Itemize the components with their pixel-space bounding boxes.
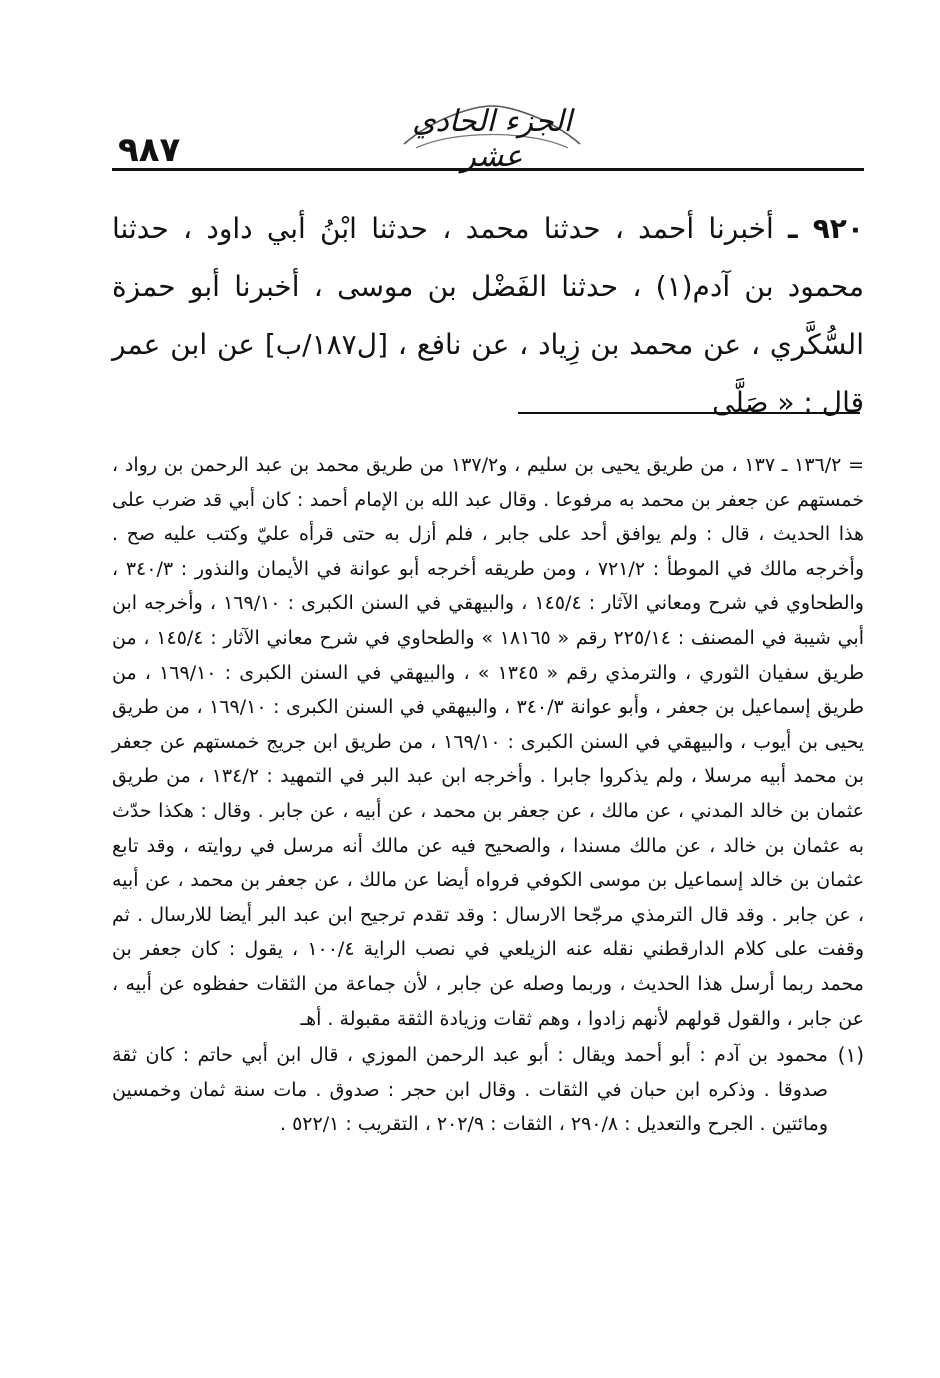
hadith-paragraph <box>112 200 864 432</box>
footnote-1-text: محمود بن آدم : أبو أحمد ويقال : أبو عبد الرحمن الموزي ، قال ابن أبي حاتم : كان ثقة صدوقا . وذكره ابن حبان في الثقات . وقال ابن حجر : صدوق . مات سنة ثمان وخمسين ومائتين . الجرح والتعديل : ٢٩٠/٨ ، الثقات : ٢٠٢/٩ ، التقريب : ٥٢٢/١ . <box>112 1044 828 1136</box>
footnotes-section <box>112 448 864 1142</box>
footnote-separator <box>518 412 860 414</box>
hadith-body: أخبرنا أحمد ، حدثنا محمد ، حدثنا ابْنُ أبي داود ، حدثنا محمود بن آدم(١) ، حدثنا الفَضْل بن موسى ، أخبرنا أبو حمزة السُّكَّري ، عن محمد بن زِياد ، عن نافع ، [ل١٨٧/ب] عن ابن عمر قال : « صَلَّى <box>112 212 864 419</box>
header-rule <box>112 168 864 171</box>
footnote-1-marker: (١) <box>837 1043 864 1068</box>
page-header <box>112 96 864 176</box>
footnote-1 <box>112 1038 864 1142</box>
hadith-text-block <box>112 200 864 432</box>
footnote-continuation: = ١٣٦/٢ ـ ١٣٧ ، من طريق يحيى بن سليم ، و١٣٧/٢ من طريق محمد بن عبد الرحمن بن رواد ، خمستهم عن جعفر بن محمد به مرفوعا . وقال عبد الله بن الإمام أحمد : كان أبي قد ضرب على هذا الحديث ، قال : ولم يوافق أحد على جابر ، فلم أزل به حتى قرأه عليّ وكتب عليه صح . وأخرجه مالك في الموطأ : ٧٢١/٢ ، ومن طريقه أخرجه أبو عوانة في الأيمان والنذور : ٣٤٠/٣ ، والطحاوي في شرح ومعاني الآثار : ١٤٥/٤ ، والبيهقي في السنن الكبرى : ١٦٩/١٠ ، وأخرجه ابن أبي شيبة في المصنف : ٢٢٥/١٤ رقم « ١٨١٦٥ » والطحاوي في شرح معاني الآثار : ١٤٥/٤ ، من طريق سفيان الثوري ، والترمذي رقم « ١٣٤٥ » ، والبيهقي في السنن الكبرى : ١٦٩/١٠ ، من طريق إسماعيل بن جعفر ، وأبو عوانة ٣٤٠/٣ ، والبيهقي في السنن الكبرى : ١٦٩/١٠ ، من طريق يحيى بن أيوب ، والبيهقي في السنن الكبرى : ١٦٩/١٠ ، من طريق ابن جريج خمستهم عن جعفر بن محمد أبيه مرسلا ، ولم يذكروا جابرا . وأخرجه ابن عبد البر في التمهيد : ١٣٤/٢ ، من طريق عثمان بن خالد المدني ، عن مالك ، عن جعفر بن محمد ، عن أبيه ، عن جابر . وقال : هكذا حدّث به عثمان بن خالد ، عن مالك مسندا ، والصحيح فيه عن مالك أنه مرسل في روايته ، وقد تابع عثمان بن خالد إسماعيل بن موسى الكوفي فرواه أيضا عن مالك ، عن جعفر بن محمد ، عن أبيه ، عن جابر . وقد قال الترمذي مرجّحا الارسال : وقد تقدم ترجيح ابن عبد البر أيضا للارسال . ثم وقفت على كلام الدارقطني نقله عنه الزيلعي في نصب الراية ١٠٠/٤ ، يقول : كان جعفر بن محمد ربما أرسل هذا الحديث ، وربما وصله عن جابر ، لأن جماعة من الثقات حفظوه عن أبيه ، عن جابر ، والقول قولهم لأنهم زادوا ، وهم ثقات وزيادة الثقة مقبولة . أهـ <box>112 454 865 1030</box>
page-number: ٩٨٧ <box>118 130 181 170</box>
running-head: الجزء الحادي عشر <box>412 104 572 174</box>
hadith-number: ٩٢٠ ـ <box>788 212 864 245</box>
